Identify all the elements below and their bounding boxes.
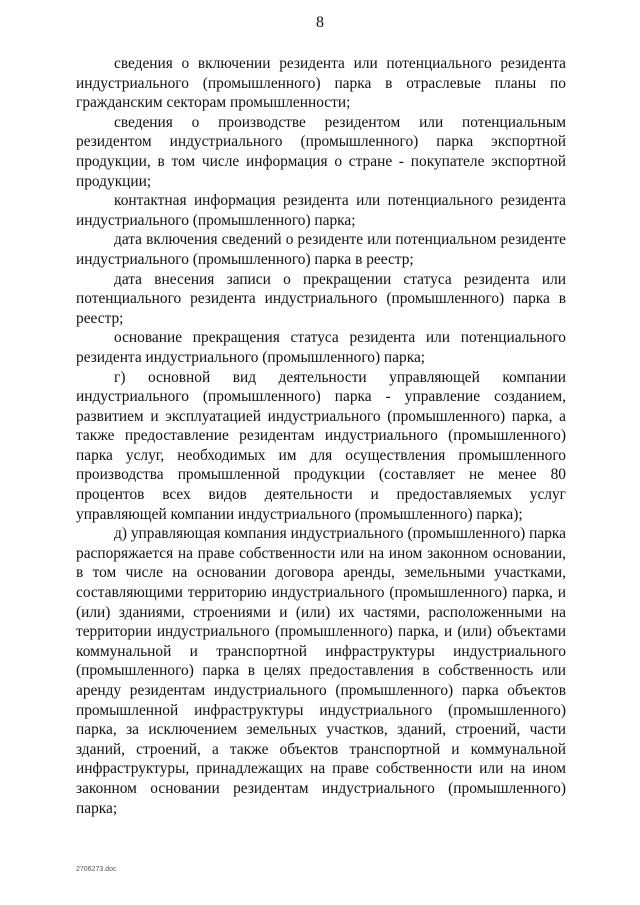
document-body — [76, 54, 566, 818]
paragraph: сведения о производстве резидентом или потенциальным резидентом индустриального (промышленного) парка экспортной продукции, в том числе информация о стране - покупателе экспортной продукции; — [76, 113, 566, 190]
paragraph: контактная информация резидента или потенциального резидента индустриального (промышленного) парка; — [76, 192, 566, 229]
paragraph: основание прекращения статуса резидента или потенциального резидента индустриального (промышленного) парка; — [76, 329, 566, 366]
page-number: 8 — [316, 14, 324, 31]
paragraph: д) управляющая компания индустриального (промышленного) парка распоряжается на праве собственности или на ином законном основании, в том числе на основании договора аренды, земельными участками, составляющими территорию индустриального (промышленного) парка, и (или) зданиями, строениями и (или) их частями, расположенными на территории индустриального (промышленного) парка, и (или) объектами коммунальной и транспортной инфраструктуры индустриального (промышленного) парка в целях предоставления в собственность или аренду резидентам индустриального (промышленного) парка объектов промышленной инфраструктуры индустриального (промышленного) парка, за исключением земельных участков, зданий, строений, части зданий, строений, а также объектов транспортной и коммунальной инфраструктуры, принадлежащих на праве собственности или на ином законном основании резидентам индустриального (промышленного) парка; — [76, 525, 566, 817]
paragraph: дата включения сведений о резиденте или потенциальном резиденте индустриального (промышленного) парка в реестр; — [76, 231, 566, 268]
paragraph: дата внесения записи о прекращении статуса резидента или потенциального резидента индустриального (промышленного) парка в реестр; — [76, 270, 566, 327]
paragraph: сведения о включении резидента или потенциального резидента индустриального (промышленного) парка в отраслевые планы по гражданским секторам промышленности; — [76, 55, 566, 112]
paragraph: г) основной вид деятельности управляющей компании индустриального (промышленного) парка - управление созданием, развитием и эксплуатацией индустриального (промышленного) парка, а также предоставление резидентам индустриального (промышленного) парка услуг, необходимых им для осуществления промышленного производства промышленной продукции (составляет не менее 80 процентов всех видов деятельности и предоставляемых услуг управляющей компании индустриального (промышленного) парка); — [76, 368, 566, 523]
file-reference: 2706273.doc — [76, 866, 117, 873]
